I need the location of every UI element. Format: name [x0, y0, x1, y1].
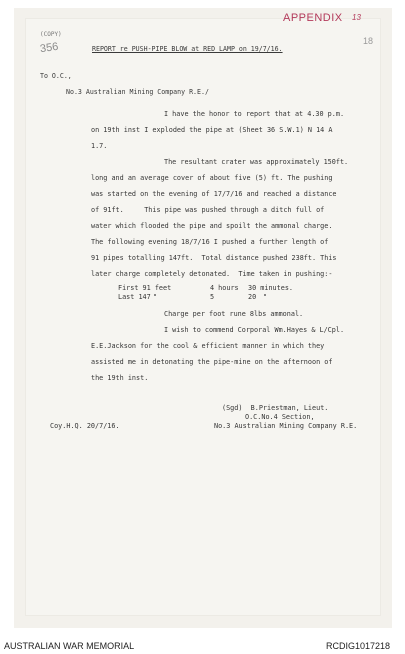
address-unit: No.3 Australian Mining Company R.E./: [66, 88, 209, 96]
body-line: water which flooded the pipe and spoilt the ammonal charge.: [91, 222, 333, 230]
pencil-number: 356: [39, 40, 60, 56]
timing-ditto: ": [263, 293, 268, 301]
timing-label: Last 147: [118, 293, 151, 301]
footer-reference: RCDIG1017218: [326, 641, 391, 651]
timing-minutes: 30 minutes.: [248, 284, 294, 292]
appendix-stamp: APPENDIX: [283, 12, 343, 24]
timing-label: First 91 feet: [118, 284, 172, 292]
footer-institution: AUSTRALIAN WAR MEMORIAL: [4, 641, 135, 651]
appendix-number: 13: [352, 13, 361, 22]
timing-hours: 5: [210, 293, 215, 301]
commend-line: assisted me in detonating the pipe-mine on the afternoon of: [91, 358, 333, 366]
commend-line: the 19th inst.: [91, 374, 149, 382]
commend-line: I wish to commend Corporal Wm.Hayes & L/Cpl.: [164, 326, 345, 334]
place-date: Coy.H.Q. 20/7/16.: [50, 422, 120, 430]
body-line: of 91ft. This pipe was pushed through a ditch full of: [91, 206, 325, 214]
charge-line: Charge per foot rune 8lbs ammonal.: [164, 310, 304, 318]
signature-line: No.3 Australian Mining Company R.E.: [214, 422, 358, 430]
body-line: long and an average cover of about five (5) ft. The pushing: [91, 174, 333, 182]
document-sheet: [14, 8, 392, 628]
body-line: was started on the evening of 17/7/16 and reached a distance: [91, 190, 337, 198]
report-title: REPORT re PUSH-PIPE BLOW at RED LAMP on 19/7/16.: [92, 45, 283, 53]
commend-line: E.E.Jackson for the cool & efficient manner in which they: [91, 342, 325, 350]
copy-mark: (COPY): [40, 31, 62, 38]
address-to: To O.C.,: [40, 72, 72, 80]
timing-minutes: 20: [248, 293, 257, 301]
signature-line: O.C.No.4 Section,: [245, 413, 315, 421]
timing-ditto: ": [153, 293, 158, 301]
corner-number: 18: [363, 36, 374, 46]
body-line: later charge completely detonated. Time taken in pushing:-: [91, 270, 333, 278]
body-line: 91 pipes totalling 147ft. Total distance pushed 238ft. This: [91, 254, 337, 262]
signature-line: (Sgd) B.Priestman, Lieut.: [222, 404, 329, 412]
body-line: on 19th inst I exploded the pipe at (Sheet 36 S.W.1) N 14 A: [91, 126, 333, 134]
body-line: The following evening 18/7/16 I pushed a further length of: [91, 238, 329, 246]
body-line: I have the honor to report that at 4.30 p.m.: [164, 110, 345, 118]
body-line: The resultant crater was approximately 150ft.: [164, 158, 349, 166]
timing-hours: 4 hours: [210, 284, 239, 292]
body-line: 1.7.: [91, 142, 108, 150]
